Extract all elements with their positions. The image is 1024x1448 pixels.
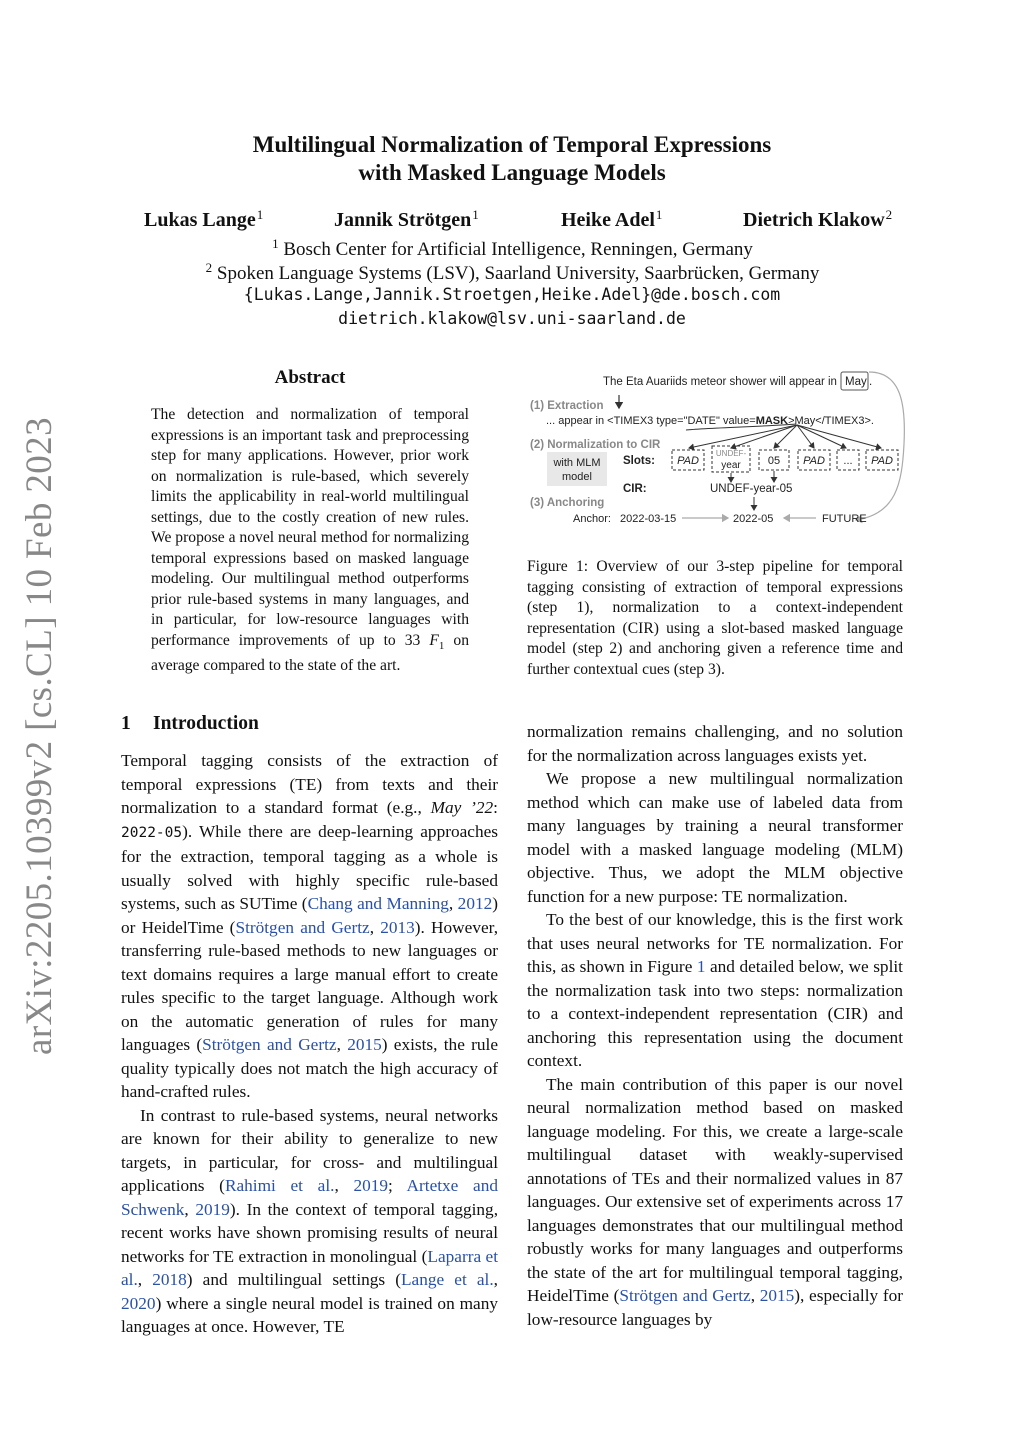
anchor-result: 2022-05 bbox=[733, 513, 774, 525]
cir-label: CIR: bbox=[623, 483, 647, 495]
email-line-1: {Lukas.Lange,Jannik.Stroetgen,Heike.Adel}@de.bosch.com bbox=[243, 285, 781, 304]
left-column bbox=[121, 749, 498, 1339]
intro-paragraph-2: In contrast to rule-based systems, neural networks are known for their ability to generalize to new targets, in particular, for cross- and multilingual applications (Rahimi et al., 2019; Artetxe and Schwenk, 2019). In the context of temporal tagging, recent works have shown promising results of neural networks for TE extraction in monolingual (Laparra et al., 2018) and multilingual settings (Lange et al., 2020) where a single neural model is trained on many languages at once. However, TE bbox=[121, 1105, 499, 1336]
step-1-label: (1) Extraction bbox=[530, 400, 604, 412]
citation-link[interactable]: Lange et al. bbox=[401, 1270, 494, 1289]
citation-year-link[interactable]: 2020 bbox=[121, 1293, 156, 1313]
citation-year-link[interactable]: 2019 bbox=[353, 1176, 388, 1195]
paper-title bbox=[0, 131, 1024, 187]
author-2: Jannik Strötgen$^1$ bbox=[334, 207, 479, 231]
title-line-1: Multilingual Normalization of Temporal Expressions bbox=[252, 132, 772, 157]
slot-value: year bbox=[721, 460, 741, 471]
citation-year-link[interactable]: 2015 bbox=[347, 1035, 382, 1054]
citation-year-link[interactable]: 2015 bbox=[759, 1286, 795, 1305]
citation-year-link[interactable]: 2013 bbox=[380, 917, 415, 937]
step-2-label: (2) Normalization to CIR bbox=[530, 439, 661, 451]
pipeline-figure bbox=[526, 364, 906, 534]
right-column bbox=[527, 720, 903, 1331]
citation-link[interactable]: Artetxe and Schwenk bbox=[121, 1176, 498, 1219]
slot-value: 05 bbox=[767, 455, 781, 467]
context-arrow bbox=[856, 372, 904, 520]
citation-year-link[interactable]: 2019 bbox=[195, 1199, 230, 1219]
figure-reference-link[interactable]: 1 bbox=[696, 957, 706, 976]
citation-link[interactable]: Strötgen and Gertz bbox=[619, 1286, 751, 1305]
citation-year-link[interactable]: 2012 bbox=[457, 894, 493, 913]
slots-label: Slots: bbox=[623, 455, 655, 467]
author-1: Lukas Lange$^1$ bbox=[144, 207, 264, 231]
right-paragraph-3: To the best of our knowledge, this is the first work that uses neural networks for TE normalization. For this, as shown in Figure 1 and detailed below, we split the normalization task into two steps: normalization to a context-independent representation (CIR) and anchoring this representation using the document context. bbox=[527, 910, 903, 1070]
cir-value: UNDEF-year-05 bbox=[710, 483, 793, 495]
slot-arrow bbox=[774, 425, 797, 448]
title-line-2: with Masked Language Models bbox=[358, 160, 666, 185]
slot-value: PAD bbox=[677, 455, 699, 467]
mlm-label-1: with MLM bbox=[553, 457, 601, 469]
anchor-label: Anchor: bbox=[573, 513, 611, 525]
section-heading: 1 Introduction bbox=[121, 713, 259, 734]
arxiv-identifier: arXiv:2205.10399v2 [cs.CL] 10 Feb 2023 bbox=[19, 417, 60, 1055]
step-3-label: (3) Anchoring bbox=[530, 497, 605, 509]
mlm-label-2: model bbox=[562, 471, 592, 483]
slot-value: PAD bbox=[871, 455, 893, 467]
figure-sentence-end: . bbox=[869, 376, 873, 388]
slot-value: ... bbox=[843, 455, 853, 467]
intro-paragraph-1: Temporal tagging consists of the extraction of temporal expressions (TE) from texts and their normalization to a standard format (e.g., May ’22: 2022-05). While there are deep-learning approaches for the extraction, temporal tagging as a whole is usually solved with highly specific rule-based systems, such as SUTime (Chang and Manning, 2012) or HeidelTime (Strötgen and Gertz, 2013). However, transferring rule-based methods to new languages or text domains requires a large manual effort to create rules specific to the target language. Although work on the automatic generation of rules for many languages (Strötgen and Gertz, 2015) exists, the rule quality typically does not match the high accuracy of hand-crafted rules. bbox=[121, 751, 499, 1101]
future-label: FUTURE bbox=[822, 513, 867, 525]
slot-value: PAD bbox=[803, 455, 825, 467]
citation-year-link[interactable]: 2018 bbox=[152, 1270, 187, 1289]
citation-link[interactable]: Rahimi et al. bbox=[224, 1176, 335, 1195]
citation-link[interactable]: Strötgen and Gertz bbox=[235, 917, 370, 937]
right-paragraph-1: normalization remains challenging, and no solution for the normalization across languages exists yet. bbox=[527, 722, 903, 765]
citation-link[interactable]: Laparra et al. bbox=[121, 1246, 499, 1289]
citation-link[interactable]: Strötgen and Gertz bbox=[202, 1035, 337, 1054]
right-paragraph-4: The main contribution of this paper is our novel neural normalization method based on masked language modeling. For this, we create a large-scale multilingual dataset with weakly-supervised annotations of TEs and their normalized values in 87 languages. Our extensive set of experiments across 17 languages demonstrates that our multilingual method robustly works for many languages and outperforms the state of the art for multilingual temporal tagging, HeidelTime (Strötgen and Gertz, 2015), especially for low-resource languages by bbox=[527, 1074, 903, 1329]
abstract-text: The detection and normalization of temporal expressions is an important task and preprocessing step for many applications. However, prior work on normalization is rule-based, which severely limits the applicability in real-world multilingual settings, due to the costly creation of new rules. We propose a novel neural method for normalizing temporal expressions based on masked language modeling. Our multilingual method outperforms prior rule-based systems in many languages, and in particular, for low-resource languages with performance improvements of up to 33 $F_1$ on average compared to the state of the art. bbox=[151, 406, 469, 675]
slot-value: UNDEF- bbox=[715, 449, 747, 458]
author-4: Dietrich Klakow$^2$ bbox=[743, 207, 893, 231]
figure-input-sentence: The Eta Auariids meteor shower will appear in bbox=[603, 376, 837, 388]
affiliation-2: $^2$ Spoken Language Systems (LSV), Saarland University, Saarbrücken, Germany bbox=[205, 260, 820, 284]
anchor-date: 2022-03-15 bbox=[620, 513, 677, 525]
author-3: Heike Adel$^1$ bbox=[561, 207, 663, 231]
extraction-line: ... appear in <TIMEX3 type="DATE" value=MASK>May</TIMEX3>. bbox=[546, 415, 874, 427]
citation-link[interactable]: Chang and Manning bbox=[307, 894, 449, 913]
affiliation-1: $^1$ Bosch Center for Artificial Intelligence, Renningen, Germany bbox=[272, 236, 753, 260]
email-line-2: dietrich.klakow@lsv.uni-saarland.de bbox=[338, 309, 686, 328]
figure-caption: Figure 1: Overview of our 3-step pipeline for temporal tagging consisting of extraction of temporal expressions (step 1), normalization to a context-independent representation (CIR) using a slot-based masked language model (step 2) and anchoring given a reference time and further contextual cues (step 3). bbox=[527, 558, 903, 678]
abstract-heading: Abstract bbox=[274, 367, 346, 388]
right-paragraph-2: We propose a new multilingual normalization method which can make use of labeled data from many languages by training a neural transformer model with a masked language modeling (MLM) objective. Thus, we adopt the MLM objective function for a new purpose: TE normalization. bbox=[527, 769, 903, 906]
figure-highlight-word: May bbox=[845, 376, 867, 388]
